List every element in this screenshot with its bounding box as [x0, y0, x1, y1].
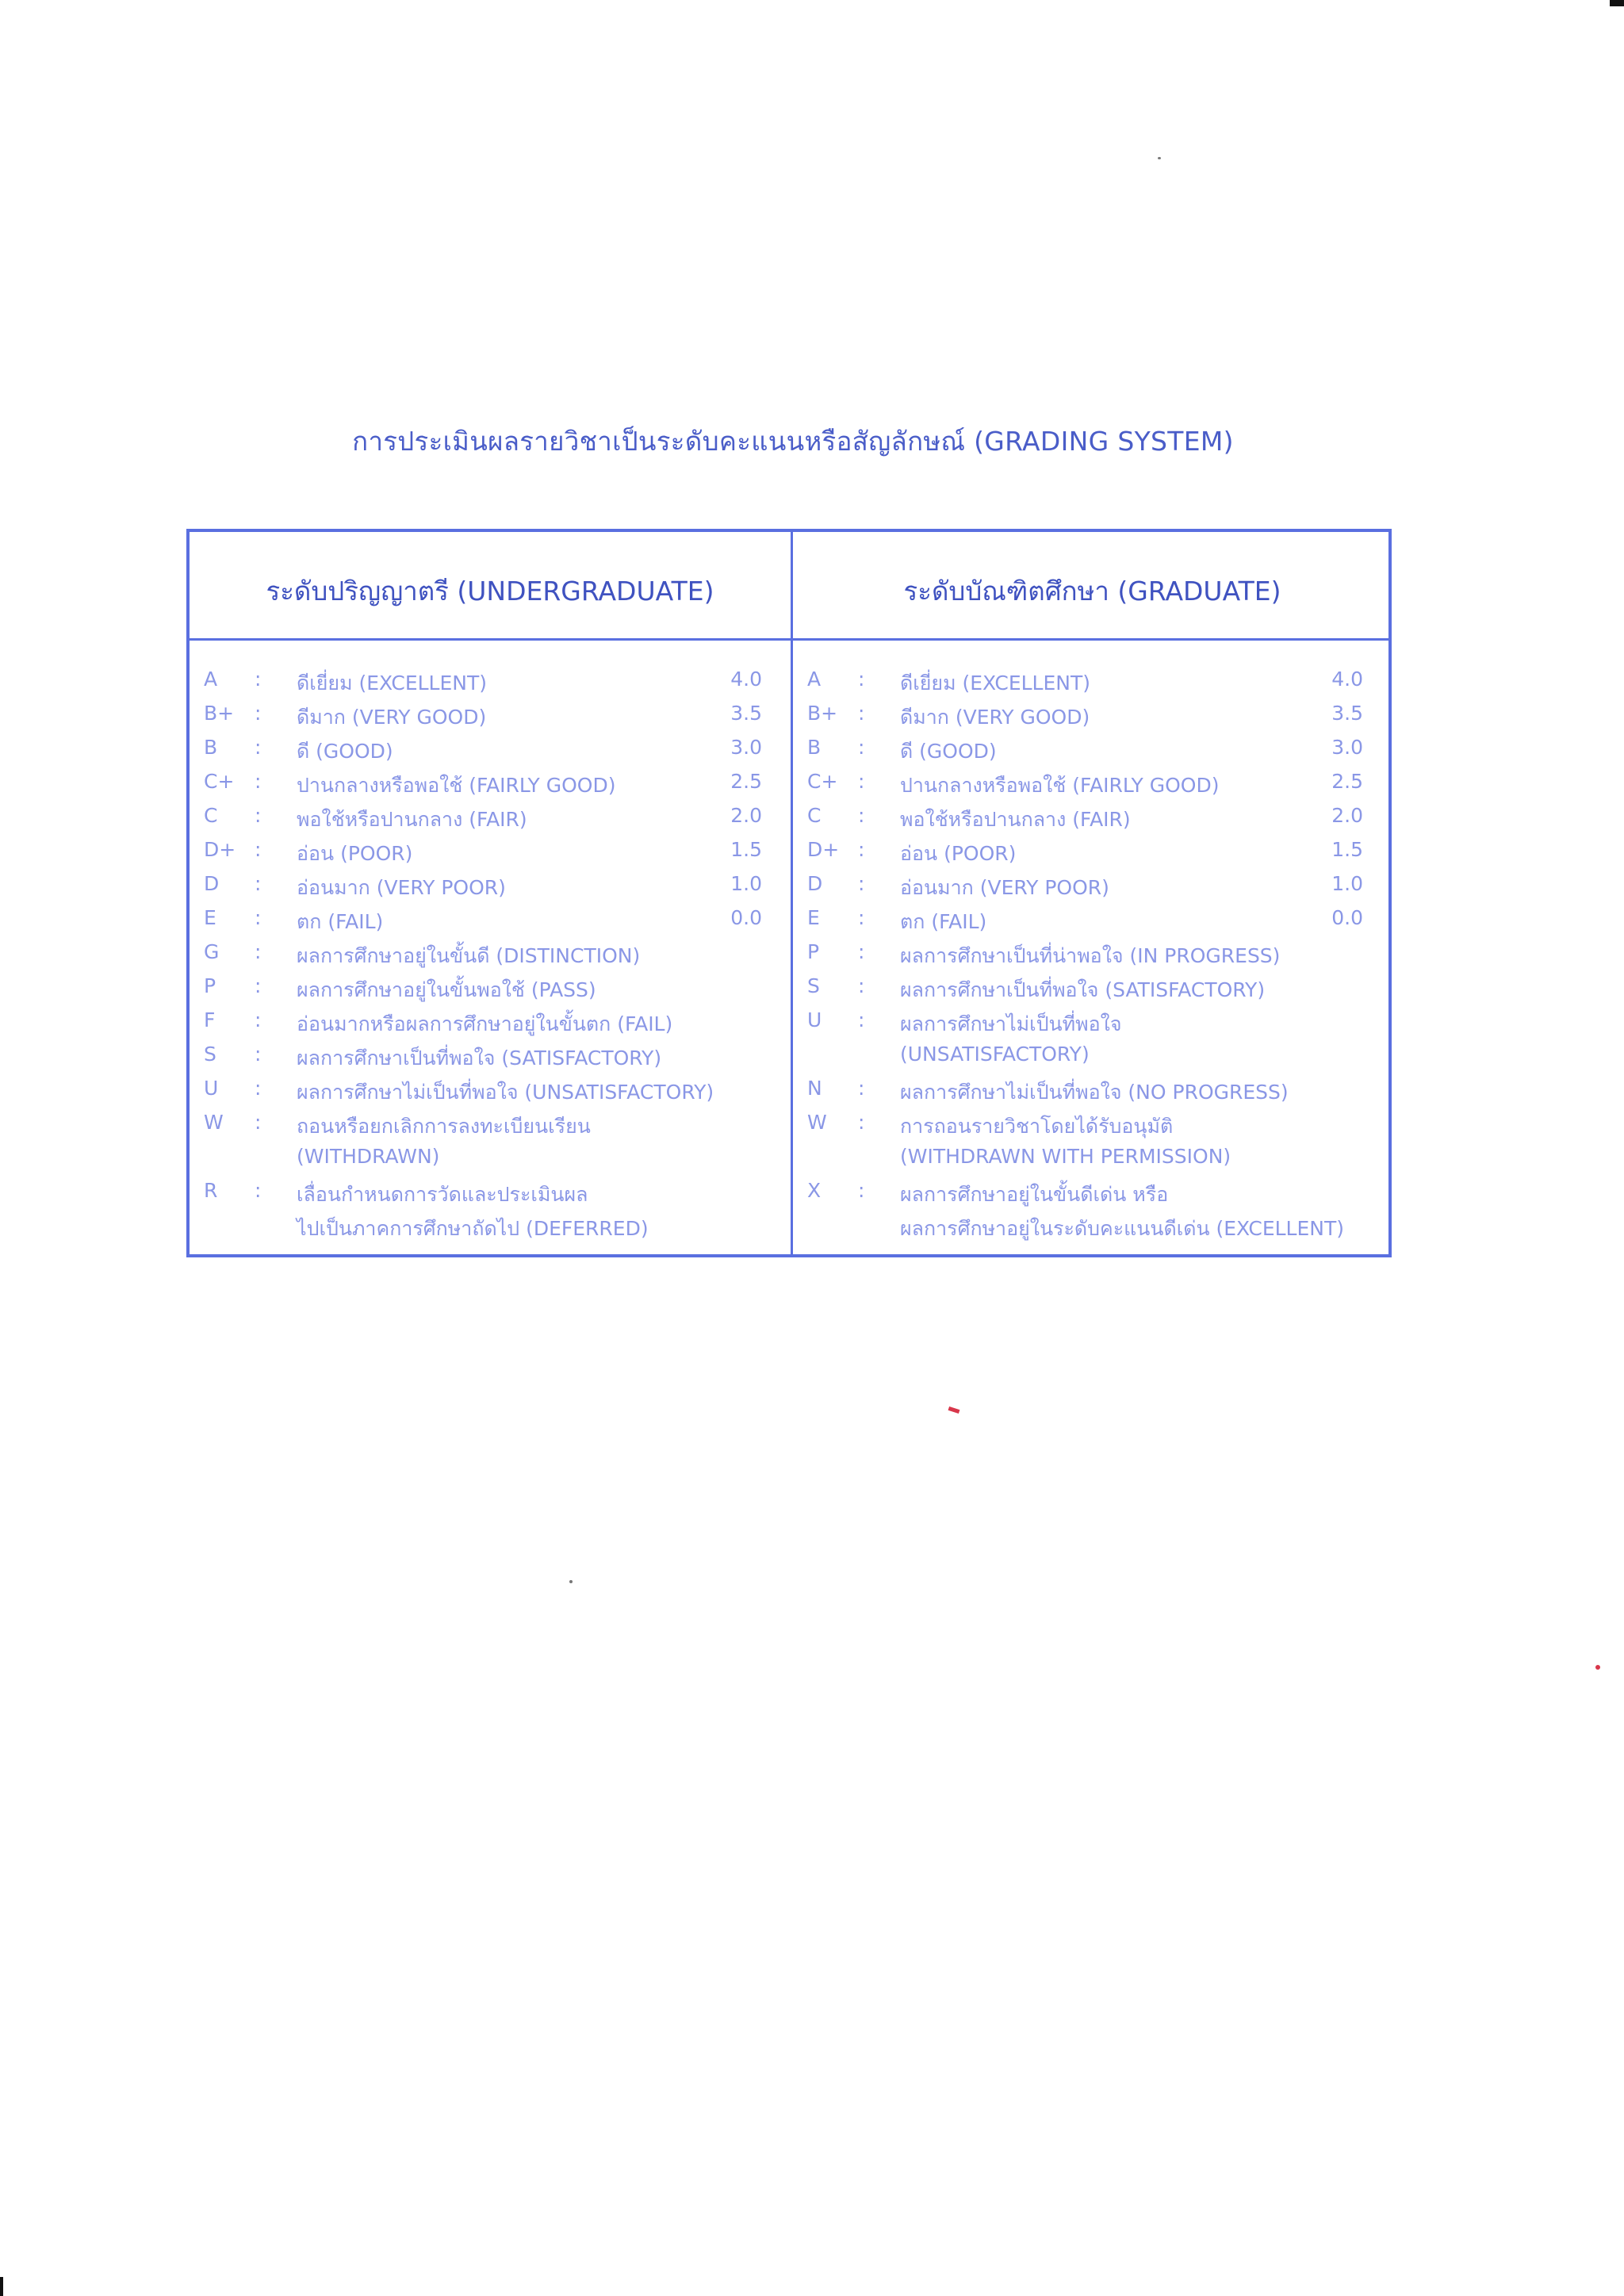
scan-speck [1158, 157, 1161, 159]
graduate-heading: ระดับบัณฑิตศึกษา (GRADUATE) [903, 576, 1281, 607]
grade-point: 1.0 [730, 872, 762, 895]
grade-colon: : [858, 1179, 865, 1202]
grade-colon: : [255, 770, 262, 793]
grade-colon: : [858, 668, 865, 691]
grade-row [190, 804, 791, 838]
grade-row [793, 872, 1392, 906]
graduate-rows [793, 668, 1392, 1247]
grade-description: อ่อนมาก (VERY POOR) [900, 876, 1109, 899]
grade-colon: : [858, 736, 865, 759]
grade-colon: : [255, 804, 262, 827]
grade-point: 3.5 [730, 702, 762, 725]
grade-row [190, 1179, 791, 1213]
grade-letter: D [204, 872, 220, 895]
grade-row [190, 1043, 791, 1077]
grade-colon: : [255, 838, 262, 861]
grade-letter: P [204, 974, 216, 997]
grade-description: ผลการศึกษาอยู่ในขั้นดี (DISTINCTION) [297, 944, 641, 967]
grade-colon: : [255, 668, 262, 691]
grade-description: ตก (FAIL) [900, 910, 987, 933]
grade-description: ดี (GOOD) [297, 740, 393, 763]
scan-edge-mark [1610, 0, 1624, 6]
grade-description: ผลการศึกษาเป็นที่พอใจ (SATISFACTORY) [297, 1047, 662, 1070]
grade-point: 0.0 [1331, 906, 1363, 929]
grade-letter: D+ [807, 838, 840, 861]
grade-letter: U [807, 1008, 822, 1031]
grade-letter: E [807, 906, 820, 929]
grade-point: 3.5 [1331, 702, 1363, 725]
grade-description: ตก (FAIL) [297, 910, 384, 933]
grade-row [793, 1111, 1392, 1145]
grade-letter: U [204, 1077, 219, 1100]
grade-row [190, 940, 791, 974]
grade-letter: P [807, 940, 820, 963]
red-pen-mark [1595, 1665, 1600, 1670]
grade-description: พอใช้หรือปานกลาง (FAIR) [297, 808, 527, 831]
grade-row [793, 804, 1392, 838]
grade-colon: : [255, 1179, 262, 1202]
grade-letter: C+ [204, 770, 235, 793]
grade-point: 4.0 [730, 668, 762, 691]
grade-row [793, 702, 1392, 736]
grade-row [793, 1145, 1392, 1179]
grade-colon: : [255, 940, 262, 963]
grade-letter: A [807, 668, 822, 691]
grade-description: (UNSATISFACTORY) [900, 1043, 1090, 1066]
grade-letter: C [204, 804, 218, 827]
grade-row [793, 1213, 1392, 1247]
grade-colon: : [858, 804, 865, 827]
grade-description: การถอนรายวิชาโดยได้รับอนุมัติ [900, 1115, 1174, 1138]
grade-letter: W [807, 1111, 827, 1134]
grade-letter: B [807, 736, 822, 759]
undergraduate-heading: ระดับปริญญาตรี (UNDERGRADUATE) [266, 576, 714, 607]
grade-row [793, 1043, 1392, 1077]
grade-colon: : [255, 702, 262, 725]
grade-row [793, 770, 1392, 804]
grade-row [190, 906, 791, 940]
grade-colon: : [858, 1008, 865, 1031]
grade-row [190, 702, 791, 736]
grade-description: อ่อน (POOR) [297, 842, 413, 865]
grade-row [190, 668, 791, 702]
grade-row [190, 1213, 791, 1247]
grade-point: 1.0 [1331, 872, 1363, 895]
grade-colon: : [858, 906, 865, 929]
grade-description: ผลการศึกษาเป็นที่น่าพอใจ (IN PROGRESS) [900, 944, 1281, 967]
grade-point: 0.0 [730, 906, 762, 929]
grade-point: 1.5 [1331, 838, 1363, 861]
scan-speck [569, 1580, 573, 1583]
grade-description: ผลการศึกษาไม่เป็นที่พอใจ (NO PROGRESS) [900, 1081, 1289, 1104]
grade-point: 3.0 [1331, 736, 1363, 759]
grade-colon: : [255, 974, 262, 997]
grade-colon: : [858, 1077, 865, 1100]
grade-description: ปานกลางหรือพอใช้ (FAIRLY GOOD) [900, 774, 1220, 797]
grade-description: อ่อน (POOR) [900, 842, 1017, 865]
grade-row [190, 736, 791, 770]
grade-row [793, 1179, 1392, 1213]
grade-colon: : [255, 1111, 262, 1134]
grade-row [793, 668, 1392, 702]
grade-description: ไปเป็นภาคการศึกษาถัดไป (DEFERRED) [297, 1217, 649, 1240]
grading-table [186, 529, 1392, 1257]
grade-row [190, 1111, 791, 1145]
grade-description: (WITHDRAWN) [297, 1145, 440, 1168]
grade-row [793, 974, 1392, 1008]
grade-letter: B+ [204, 702, 235, 725]
grade-colon: : [858, 872, 865, 895]
grade-description: ดีเยี่ยม (EXCELLENT) [900, 672, 1090, 695]
scan-edge-mark [0, 2277, 3, 2296]
grade-colon: : [255, 736, 262, 759]
grade-row [793, 1008, 1392, 1043]
grade-description: อ่อนมาก (VERY POOR) [297, 876, 506, 899]
grade-letter: C [807, 804, 822, 827]
grade-letter: R [204, 1179, 218, 1202]
grade-letter: D+ [204, 838, 236, 861]
grade-row [190, 1077, 791, 1111]
grade-colon: : [255, 1043, 262, 1066]
grade-colon: : [858, 1111, 865, 1134]
grade-row [190, 1145, 791, 1179]
grade-letter: B+ [807, 702, 838, 725]
grade-row [190, 1008, 791, 1043]
graduate-column [793, 532, 1392, 1254]
grade-letter: C+ [807, 770, 838, 793]
grade-description: ดี (GOOD) [900, 740, 997, 763]
grade-letter: D [807, 872, 823, 895]
grade-letter: W [204, 1111, 224, 1134]
page-title: การประเมินผลรายวิชาเป็นระดับคะแนนหรือสัญลักษณ์ (GRADING SYSTEM) [352, 426, 1234, 457]
grade-letter: G [204, 940, 220, 963]
grade-description: ผลการศึกษาเป็นที่พอใจ (SATISFACTORY) [900, 978, 1266, 1001]
grade-description: ดีเยี่ยม (EXCELLENT) [297, 672, 487, 695]
grade-colon: : [255, 1077, 262, 1100]
grade-description: ผลการศึกษาไม่เป็นที่พอใจ [900, 1012, 1122, 1035]
grade-description: เลื่อนกำหนดการวัดและประเมินผล [297, 1183, 588, 1206]
grade-point: 2.0 [730, 804, 762, 827]
grade-row [190, 872, 791, 906]
grade-colon: : [858, 838, 865, 861]
grade-description: ดีมาก (VERY GOOD) [297, 706, 487, 729]
grade-letter: E [204, 906, 216, 929]
grade-colon: : [858, 702, 865, 725]
red-pen-mark [948, 1406, 960, 1414]
grade-row [793, 736, 1392, 770]
grade-description: อ่อนมากหรือผลการศึกษาอยู่ในขั้นตก (FAIL) [297, 1012, 673, 1035]
grade-colon: : [255, 906, 262, 929]
undergraduate-rows [190, 668, 791, 1247]
grade-colon: : [255, 1008, 262, 1031]
grade-point: 2.5 [730, 770, 762, 793]
grade-letter: X [807, 1179, 822, 1202]
grade-description: (WITHDRAWN WITH PERMISSION) [900, 1145, 1231, 1168]
grade-letter: F [204, 1008, 216, 1031]
grade-row [190, 838, 791, 872]
grade-row [793, 1077, 1392, 1111]
grade-point: 4.0 [1331, 668, 1363, 691]
grade-letter: N [807, 1077, 822, 1100]
grade-colon: : [858, 770, 865, 793]
grade-letter: B [204, 736, 218, 759]
grade-description: ปานกลางหรือพอใช้ (FAIRLY GOOD) [297, 774, 616, 797]
undergraduate-column [190, 532, 791, 1254]
grade-point: 1.5 [730, 838, 762, 861]
grade-letter: S [204, 1043, 216, 1066]
grade-description: ผลการศึกษาอยู่ในระดับคะแนนดีเด่น (EXCELLENT) [900, 1217, 1344, 1240]
grade-description: ผลการศึกษาไม่เป็นที่พอใจ (UNSATISFACTORY) [297, 1081, 714, 1104]
grade-colon: : [858, 940, 865, 963]
grade-row [793, 940, 1392, 974]
grade-colon: : [255, 872, 262, 895]
grade-row [190, 974, 791, 1008]
grade-description: ผลการศึกษาอยู่ในขั้นดีเด่น หรือ [900, 1183, 1169, 1206]
grade-letter: S [807, 974, 820, 997]
grade-description: ถอนหรือยกเลิกการลงทะเบียนเรียน [297, 1115, 591, 1138]
grade-colon: : [858, 974, 865, 997]
grade-description: ผลการศึกษาอยู่ในขั้นพอใช้ (PASS) [297, 978, 596, 1001]
grade-description: พอใช้หรือปานกลาง (FAIR) [900, 808, 1131, 831]
grade-row [793, 838, 1392, 872]
grade-description: ดีมาก (VERY GOOD) [900, 706, 1090, 729]
grade-point: 3.0 [730, 736, 762, 759]
grade-point: 2.5 [1331, 770, 1363, 793]
grade-row [190, 770, 791, 804]
grade-point: 2.0 [1331, 804, 1363, 827]
grade-letter: A [204, 668, 218, 691]
grade-row [793, 906, 1392, 940]
